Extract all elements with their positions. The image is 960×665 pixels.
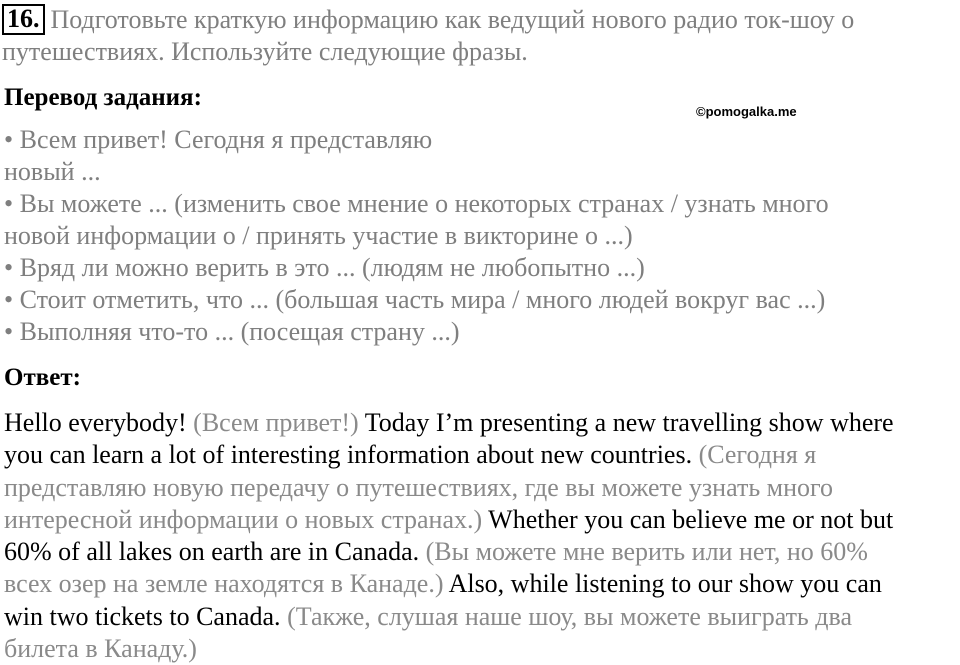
translation-heading: Перевод задания:: [4, 84, 202, 111]
task-text-line2: путешествиях. Используйте следующие фразы.: [2, 37, 528, 66]
bullet-list: [4, 124, 904, 348]
answer-en-text: Also, while listening to our show you can: [443, 569, 882, 599]
answer-en-text: you can learn a lot of interesting information about new countries.: [4, 440, 693, 470]
answer-ru-text: всех озер на земле находятся в Канаде.): [4, 569, 444, 599]
answer-ru-text: (Также, слушая наше шоу, вы можете выиграть два: [280, 601, 852, 631]
bullet-line: • Выполняя что-то ... (посещая страну ...): [4, 317, 460, 346]
watermark: ©pomogalka.me: [696, 104, 797, 119]
answer-en-text: Hello everybody!: [4, 408, 194, 437]
answer-ru-text: (Всем привет!): [193, 408, 359, 437]
answer-ru-text: (Сегодня я: [692, 440, 817, 470]
answer-en-text: Whether you can believe me or not but: [482, 504, 894, 534]
answer-ru-text: (Вы можете мне верить или нет, но 60%: [419, 537, 868, 567]
answer-en-text: Today I’m presenting a new travelling show where: [358, 408, 894, 437]
task-statement: [2, 4, 954, 68]
answer-heading: Ответ:: [4, 364, 81, 391]
bullet-line: • Вряд ли можно верить в это ... (людям не любопытно ...): [4, 253, 645, 282]
answer-en-text: 60% of all lakes on earth are in Canada.: [4, 537, 420, 567]
answer-en-text: win two tickets to Canada.: [4, 601, 281, 631]
bullet-line: • Всем привет! Сегодня я представляю: [4, 125, 433, 154]
answer-ru-text: билета в Канаду.): [4, 634, 197, 664]
answer-ru-text: интересной информации о новых странах.): [4, 504, 483, 534]
bullet-line: • Стоит отметить, что ... (большая часть мира / много людей вокруг вас ...): [4, 285, 826, 314]
bullet-line: • Вы можете ... (изменить свое мнение о некоторых странах / узнать много: [4, 189, 829, 218]
task-number-badge: 16.: [2, 4, 45, 35]
bullet-line: новый ...: [4, 157, 101, 186]
bullet-line: новой информации о / принять участие в викторине о ...): [4, 221, 633, 250]
answer-ru-text: представляю новую передачу о путешествиях, где вы можете узнать много: [4, 472, 834, 502]
task-text-line1: Подготовьте краткую информацию как ведущий нового радио ток-шоу о: [50, 5, 855, 34]
answer-paragraph: [4, 407, 960, 665]
